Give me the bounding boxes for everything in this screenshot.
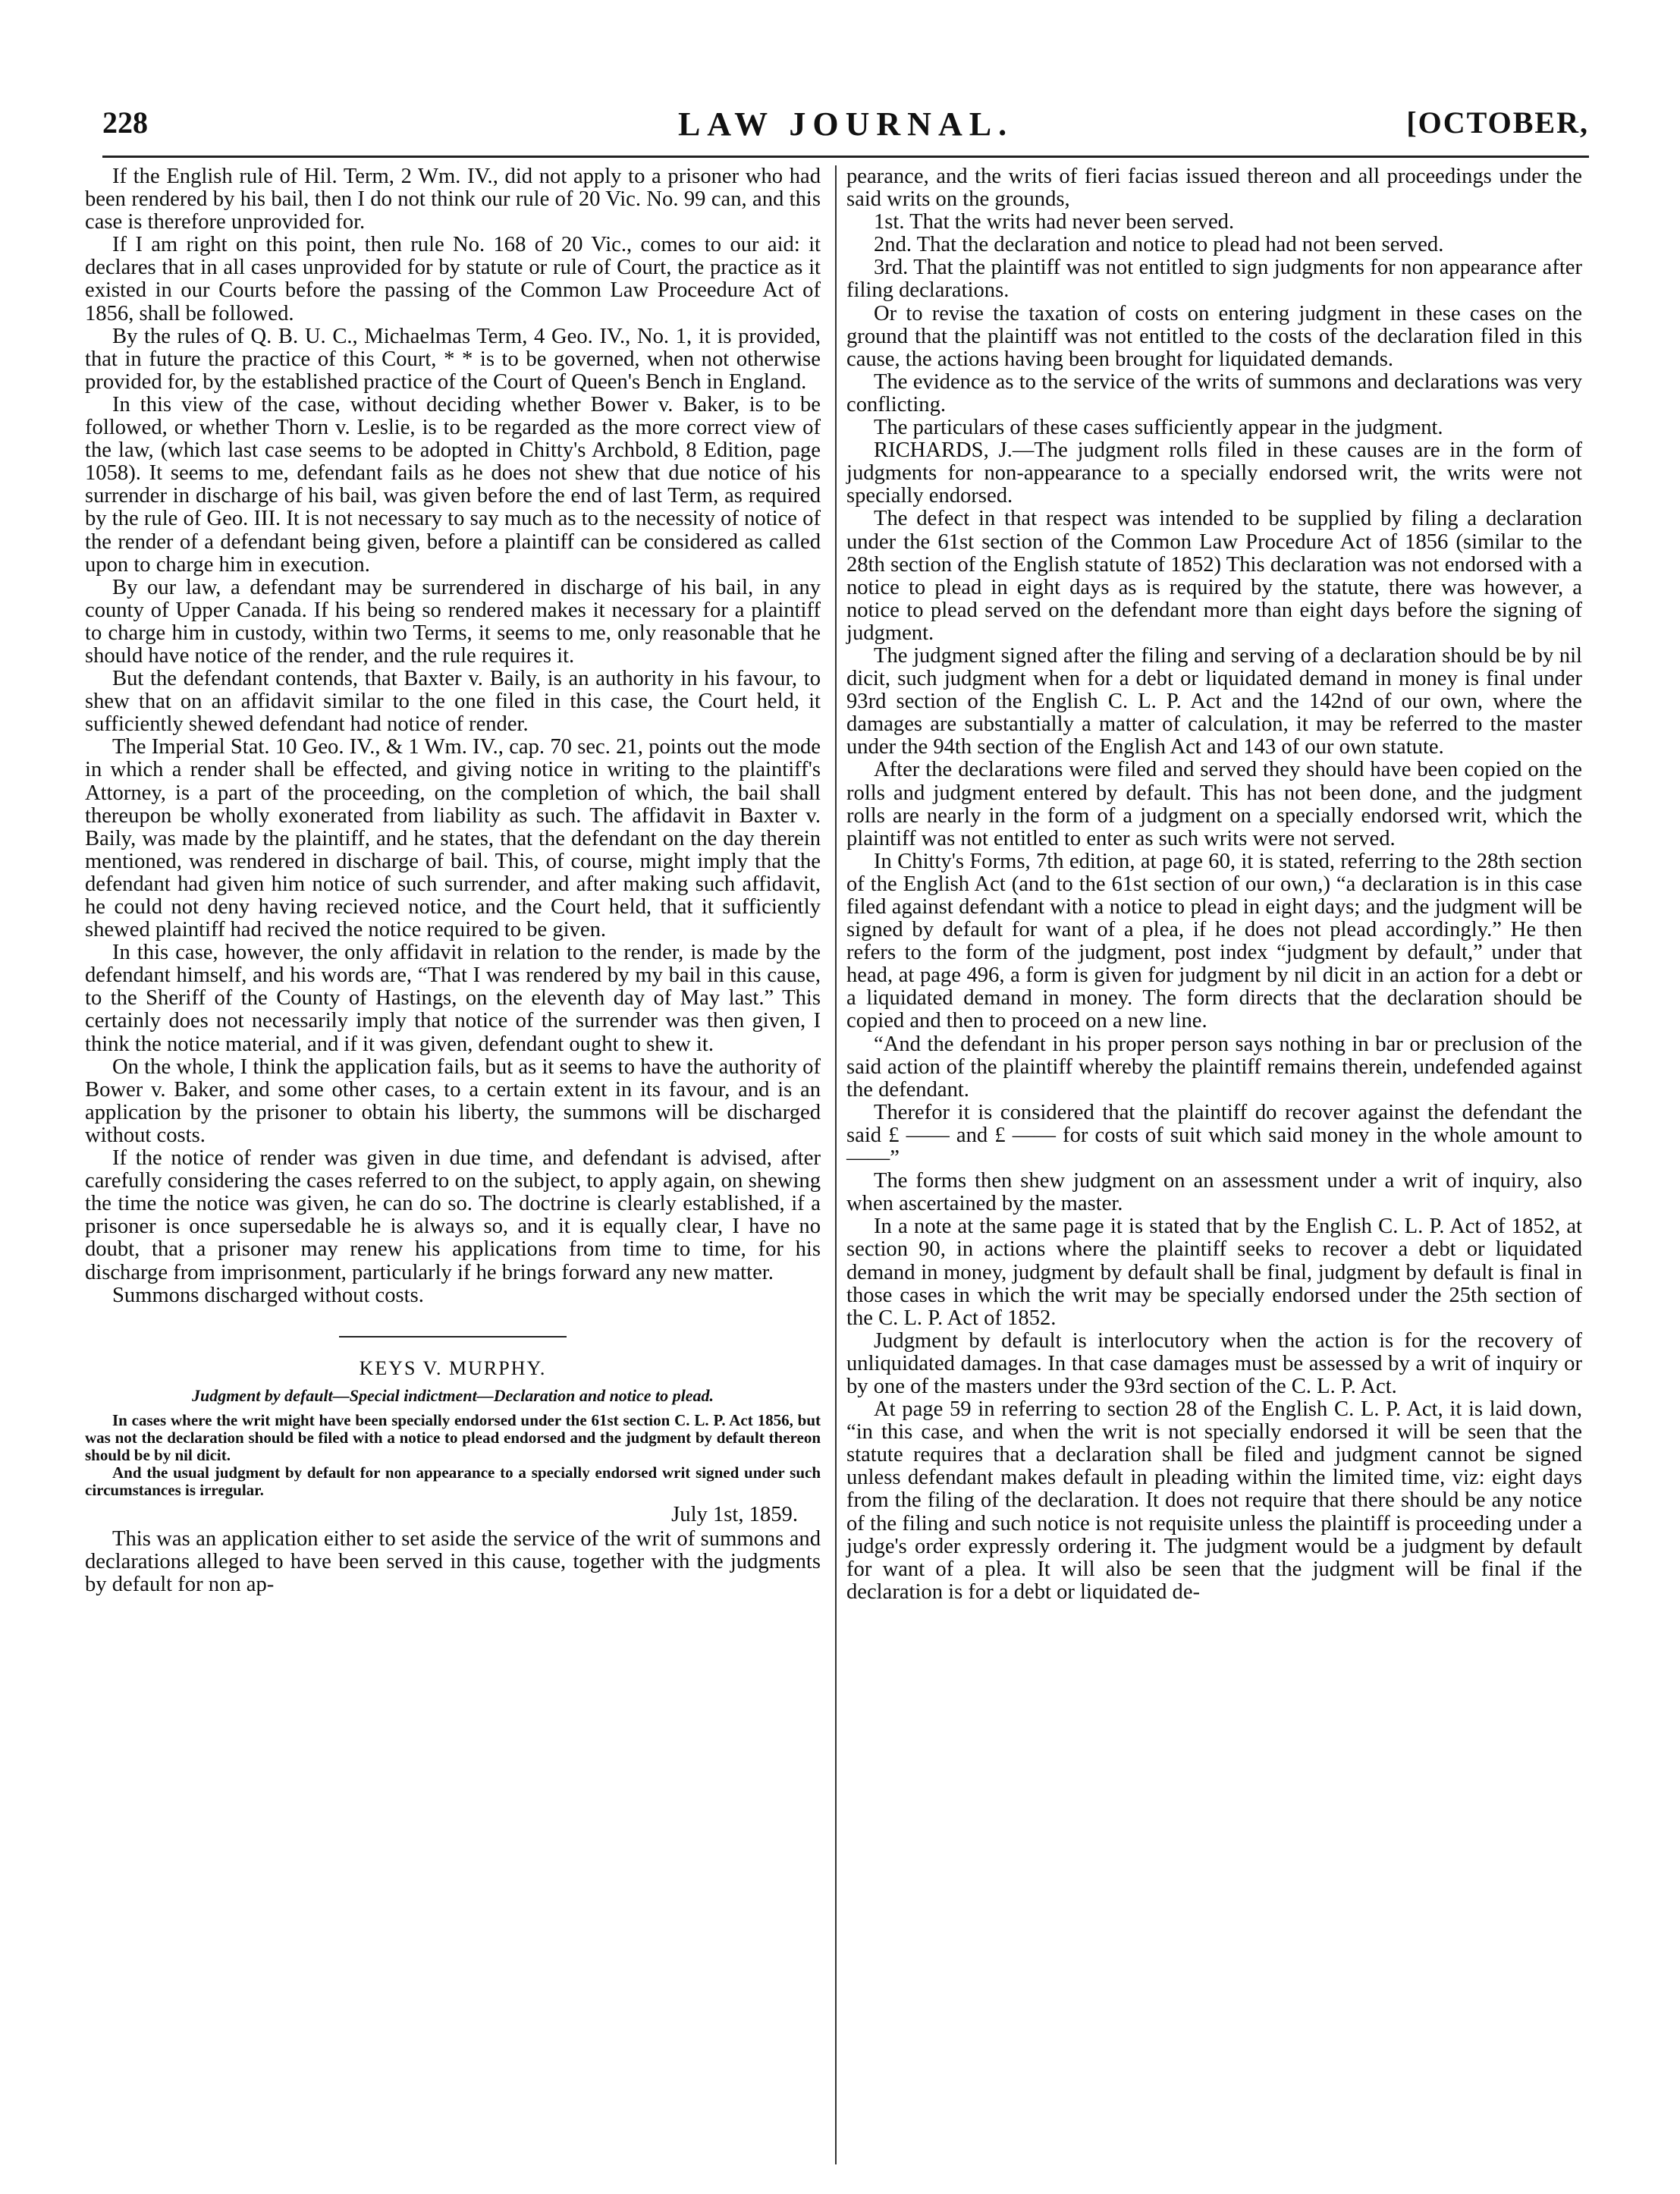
- header-rule: [102, 156, 1589, 158]
- paragraph: Or to revise the taxation of costs on entering judgment in these cases on the ground that the plaintiff was not entitled to the costs of the declaration filed in this cause, the actions having been brought for liquidated demands.: [846, 301, 1582, 371]
- paragraph: On the whole, I think the application fails, but as it seems to have the authority of Bower v. Baker, and some other cases, to a certain extent in its favour, and is an application by the prisoner to obtain his liberty, the summons will be discharged without costs.: [85, 1055, 821, 1147]
- paragraph: After the declarations were filed and served they should have been copied on the rolls and judgment entered by default. This has not been done, and the judgment rolls are nearly in the form of a judgment on a specially endorsed writ, which the plaintiff was not entitled to enter as such writs were not served.: [846, 758, 1582, 850]
- paragraph: In Chitty's Forms, 7th edition, at page 60, it is stated, referring to the 28th section of the English Act (and to the 61st section of our own,) “a declaration is in this case filed against defendant with a notice to plead in eight days; and the judgment will be signed by default for want of a plea, if he does not plead accordingly.” He then refers to the form of the judgment, post index “judgment by default,” under that head, at page 496, a form is given for judgment by nil dicit in an action for a debt or a liquidated demand in money. The form directs that the declaration should be copied and then to proceed on a new line.: [846, 849, 1582, 1033]
- journal-title: LAW JOURNAL.: [677, 105, 1014, 143]
- paragraph: The Imperial Stat. 10 Geo. IV., & 1 Wm. IV., cap. 70 sec. 21, points out the mode in which a render shall be effected, and giving notice in writing to the plaintiff's Attorney, is a part of the proceeding, on the completion of which, the bail shall thereupon be wholly exonerated from liability as such. The affidavit in Baxter v. Baily, was made by the plaintiff, and he states, that the defendant on the day therein mentioned, was rendered in discharge of bail. This, of course, might imply that the defendant had given him notice of such surrender, and after making such affidavit, he could not deny having recieved notice, and the Court held, that it sufficiently shewed plaintiff had recived the notice required to be given.: [85, 735, 821, 942]
- paragraph: RICHARDS, J.—The judgment rolls filed in these causes are in the form of judgments for non-appearance to a specially endorsed writ, the writs were not specially endorsed.: [846, 438, 1582, 508]
- paragraph: 2nd. That the declaration and notice to plead had not been served.: [874, 233, 1444, 257]
- paragraph: “And the defendant in his proper person says nothing in bar or preclusion of the said action of the plaintiff whereby the plaintiff remains therein, undefended against the defendant.: [846, 1032, 1582, 1102]
- paragraph: Judgment by default is interlocutory when the action is for the recovery of unliquidated damages. In that case damages must be assessed by a writ of inquiry or by one of the masters under the 93rd section of the C. L. P. Act.: [846, 1328, 1582, 1398]
- paragraph: In this case, however, the only affidavit in relation to the render, is made by the defendant himself, and his words are, “That I was rendered by my bail in this cause, to the Sheriff of the County of Hastings, on the eleventh day of May last.” This certainly does not necessarily imply that notice of the surrender was then given, I think the notice material, and if it was given, defendant ought to shew it.: [85, 941, 821, 1056]
- paragraph: The judgment signed after the filing and serving of a declaration should be by nil dicit, such judgment when for a debt or liquidated demand in money is final under 93rd section of the English C. L. P. Act and the 142nd of our own, where the damages are substantially a matter of calculation, it may be referred to the master under the 94th section of the English Act and 143 of our own statute.: [846, 643, 1582, 759]
- paragraph: In this view of the case, without deciding whether Bower v. Baker, is to be followed, or whether Thorn v. Leslie, is to be regarded as the more correct view of the law, (which last case seems to be adopted in Chitty's Archbold, 8 Edition, page 1058). It seems to me, defendant fails as he does not shew that due notice of his surrender in discharge of his bail, was given before the end of last Term, as required by the rule of Geo. III. It is not necessary to say much as to the necessity of notice of the render of a defendant being given, before a plaintiff can be considered as called upon to charge him in execution.: [85, 392, 821, 577]
- left-column: [85, 165, 821, 1596]
- headnote: And the usual judgment by default for non appearance to a specially endorsed writ signed under such circumstances is irregular.: [85, 1463, 821, 1499]
- case-date: July 1st, 1859.: [671, 1502, 798, 1526]
- case-title: KEYS V. MURPHY.: [359, 1356, 547, 1379]
- case-separator-rule: [339, 1336, 567, 1337]
- paragraph: In a note at the same page it is stated that by the English C. L. P. Act of 1852, at section 90, in actions where the plaintiff seeks to recover a debt or liquidated demand in money, judgment by default shall be final, judgment by default is final in those cases in which the writ may be specially endorsed under the 25th section of the C. L. P. Act of 1852.: [846, 1215, 1582, 1330]
- paragraph: The defect in that respect was intended to be supplied by filing a declaration under the 61st section of the Common Law Procedure Act of 1856 (similar to the 28th section of the English statute of 1852) This declaration was not endorsed with a notice to plead in eight days as is required by the statute, there was however, a notice to plead served on the defendant more than eight days before the signing of judgment.: [846, 507, 1582, 645]
- paragraph: The evidence as to the service of the writs of summons and declarations was very conflicting.: [846, 369, 1582, 416]
- closing-line: Summons discharged without costs.: [112, 1283, 424, 1307]
- paragraph: 1st. That the writs had never been served.: [874, 210, 1235, 234]
- paragraph: If the English rule of Hil. Term, 2 Wm. IV., did not apply to a prisoner who had been rendered by his bail, then I do not think our rule of 20 Vic. No. 99 can, and this case is therefore unprovided for.: [85, 165, 821, 234]
- right-column: [846, 165, 1582, 1604]
- issue-month: [OCTOBER,: [1406, 105, 1589, 140]
- paragraph: But the defendant contends, that Baxter v. Baily, is an authority in his favour, to shew that on an affidavit similar to the one filed in this case, the Court held, it sufficiently shewed defendant had notice of render.: [85, 667, 821, 737]
- paragraph: 3rd. That the plaintiff was not entitled to sign judgments for non appearance after filing declarations.: [846, 256, 1582, 303]
- page-header: [102, 105, 1589, 152]
- paragraph: By the rules of Q. B. U. C., Michaelmas Term, 4 Geo. IV., No. 1, it is provided, that in future the practice of this Court, * * is to be governed, when not otherwise provided for, by the established practice of the Court of Queen's Bench in England.: [85, 324, 821, 394]
- paragraph: The forms then shew judgment on an assessment under a writ of inquiry, also when ascertained by the master.: [846, 1169, 1582, 1216]
- paragraph: If the notice of render was given in due time, and defendant is advised, after carefully considering the cases referred to on the subject, to apply again, on shewing the time the notice was given, he can do so. The doctrine is clearly established, if a prisoner is once supersedable he is always so, and it is equally clear, I have no doubt, that a prisoner may renew his applications from time to time, for his discharge from imprisonment, particularly if he brings forward any new matter.: [85, 1146, 821, 1284]
- headnote: In cases where the writ might have been specially endorsed under the 61st section C. L. P. Act 1856, but was not the declaration should be filed with a notice to plead endorsed and the judgment by default thereon should be by nil dicit.: [85, 1410, 821, 1464]
- column-divider: [835, 165, 837, 2164]
- page-number: 228: [102, 105, 148, 140]
- paragraph: By our law, a defendant may be surrendered in discharge of his bail, in any county of Upper Canada. If his being so rendered makes it necessary for a plaintiff to charge him in custody, within two Terms, it seems to me, only reasonable that he should have notice of the render, and the rule requires it.: [85, 575, 821, 668]
- paragraph: At page 59 in referring to section 28 of the English C. L. P. Act, it is laid down, “in this case, and when the writ is not specially endorsed it will be seen that the statute requires that a declaration shall be filed and judgment cannot be signed unless defendant makes default in pleading within the limited time, viz: eight days from the filing of the declaration. It does not require that there should be any notice of the filing and such notice is not requisite unless the plaintiff is proceeding under a judge's order expressly ordering it. The judgment would be a judgment by default for want of a plea. It will also be seen that the judgment will be final if the declaration is for a debt or liquidated de-: [846, 1397, 1582, 1604]
- case-subtitle: Judgment by default—Special indictment—Declaration and notice to plead.: [191, 1385, 714, 1405]
- paragraph: The particulars of these cases sufficiently appear in the judgment.: [874, 416, 1443, 440]
- paragraph: pearance, and the writs of fieri facias issued thereon and all proceedings under the said writs on the grounds,: [846, 165, 1582, 212]
- paragraph: This was an application either to set aside the service of the writ of summons and declarations alleged to have been served in this cause, together with the judgments by default for non ap-: [85, 1526, 821, 1597]
- paragraph: Therefor it is considered that the plaintiff do recover against the defendant the said £ —— and £ —— for costs of suit which said money in the whole amount to ——”: [846, 1100, 1582, 1171]
- paragraph: If I am right on this point, then rule No. 168 of 20 Vic., comes to our aid: it declares that in all cases unprovided for by statute or rule of Court, the practice as it existed in our Courts before the passing of the Common Law Proceedure Act of 1856, shall be followed.: [85, 233, 821, 325]
